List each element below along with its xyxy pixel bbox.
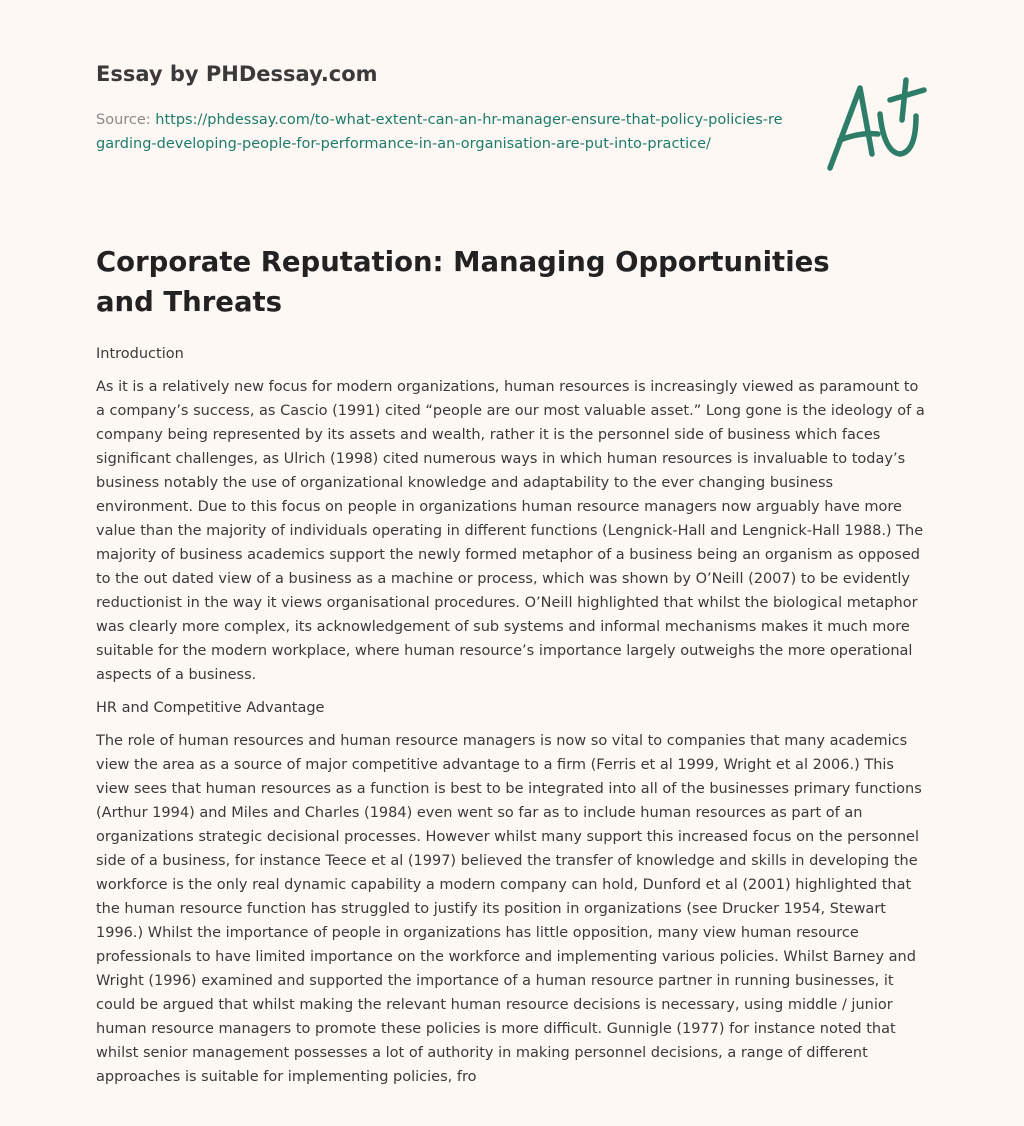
- source-link[interactable]: https://phdessay.com/to-what-extent-can-an-hr-manager-ensure-that-policy-policies-regarding-developing-people-for-performance-in-an-organisation-are-put-into-practice/: [96, 112, 783, 152]
- source-label: Source:: [96, 112, 151, 128]
- section-paragraph-introduction: As it is a relatively new focus for modern organizations, human resources is increasingly viewed as paramount to a company’s success, as Cascio (1991) cited “people are our most valuable asset.” Long gone is the ideology of a company being represented by its assets and wealth, rather it is the personnel side of business which faces significant challenges, as Ulrich (1998) cited numerous ways in which human resources is invaluable to today’s business notably the use of organizational knowledge and adaptability to the ever changing business environment. Due to this focus on people in organizations human resource managers now arguably have more value than the majority of individuals operating in different functions (Lengnick-Hall and Lengnick-Hall 1988.) The majority of business academics support the newly formed metaphor of a business being an organism as opposed to the out dated view of a business as a machine or process, which was shown by O’Neill (2007) to be evidently reductionist in the way it views organisational procedures. O’Neill highlighted that whilst the biological metaphor was clearly more complex, its acknowledgement of sub systems and informal mechanisms makes it much more suitable for the modern workplace, where human resource’s importance largely outweighs the more operational aspects of a business.: [96, 379, 925, 683]
- document-title: Corporate Reputation: Managing Opportunities and Threats: [96, 246, 830, 318]
- section-heading-introduction: Introduction: [96, 346, 184, 362]
- section-paragraph-competitive-advantage: The role of human resources and human resource managers is now so vital to companies that many academics view the area as a source of major competitive advantage to a firm (Ferris et al 1999, Wright et al 2006.) This view sees that human resources as a function is best to be integrated into all of the businesses primary functions (Arthur 1994) and Miles and Charles (1984) even went so far as to include human resources as part of an organizations strategic decisional processes. However whilst many support this increased focus on the personnel side of a business, for instance Teece et al (1997) believed the transfer of knowledge and skills in developing the workforce is the only real dynamic capability a modern company can hold, Dunford et al (2001) highlighted that the human resource function has struggled to justify its position in organizations (see Drucker 1954, Stewart 1996.) Whilst the importance of people in organizations has little opposition, many view human resource professionals to have limited importance on the workforce and implementing various policies. Whilst Barney and Wright (1996) examined and supported the importance of a human resource partner in running businesses, it could be argued that whilst making the relevant human resource decisions is necessary, using middle / junior human resource managers to promote these policies is more difficult. Gunnigle (1977) for instance noted that whilst senior management possesses a lot of authority in making personnel decisions, a range of different approaches is suitable for implementing policies, fro: [96, 733, 922, 1085]
- site-title: Essay by PHDessay.com: [96, 62, 378, 86]
- document-body: [96, 342, 928, 1098]
- a-plus-logo-icon: [820, 76, 932, 176]
- source-line: [96, 108, 786, 156]
- section-heading-competitive-advantage: HR and Competitive Advantage: [96, 700, 325, 716]
